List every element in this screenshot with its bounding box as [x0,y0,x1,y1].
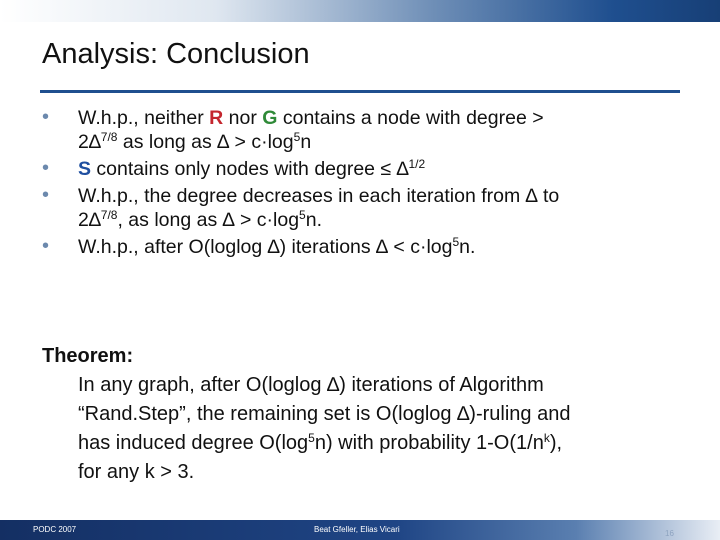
set-s-label: S [78,158,92,180]
theorem-text: n) with probability 1-O(1/n [314,432,544,454]
title-divider [40,90,680,93]
exponent: k [543,431,550,445]
bullet-item [42,106,692,154]
exponent: 1/2 [408,157,426,171]
theorem-line: In any graph, after O(loglog ∆) iterations of Algorithm [78,374,544,396]
bullet-dot-icon: • [42,235,50,257]
bullet-text: , as long as ∆ > c·log [117,209,300,231]
theorem-body [42,371,692,487]
bullet-list [42,106,692,262]
bullet-text: 2∆ [78,131,101,153]
footer-conference: PODC 2007 [33,525,77,534]
exponent: 5 [308,431,315,445]
exponent: 7/8 [100,208,118,222]
bullet-item [42,157,692,181]
bullet-text: nor [223,107,263,129]
bullet-text: n. [305,209,322,231]
theorem-text: ), [549,432,563,454]
bullet-text: W.h.p., after O(loglog ∆) iterations ∆ < c·log [78,236,453,258]
page-number: 16 [665,529,674,538]
theorem-line: for any k > 3. [78,461,195,483]
bullet-text: W.h.p., the degree decreases in each iteration from ∆ to [78,185,560,207]
bullet-text: contains only nodes with degree ≤ ∆ [91,158,409,180]
exponent: 5 [299,208,306,222]
footer-authors: Beat Gfeller, Elias Vicari [314,525,400,534]
bullet-dot-icon: • [42,157,50,179]
footer-bar [0,520,720,540]
bullet-text: n. [459,236,476,258]
bullet-item [42,184,692,232]
set-g-label: G [262,107,278,129]
theorem-line [78,429,692,458]
exponent: 7/8 [100,130,118,144]
exponent: 5 [452,235,460,249]
top-gradient-bar [0,0,720,22]
bullet-text: 2∆ [78,209,101,231]
bullet-dot-icon: • [42,106,50,128]
exponent: 5 [293,130,301,144]
theorem-text: has induced degree O(log [78,432,309,454]
theorem-line: “Rand.Step”, the remaining set is O(loglog ∆)-ruling and [78,403,571,425]
set-r-label: R [209,107,224,129]
slide-title: Analysis: Conclusion [42,38,310,70]
theorem-heading: Theorem: [42,345,134,367]
bullet-text: contains a node with degree > [277,107,544,129]
bullet-dot-icon: • [42,184,50,206]
bullet-item [42,235,692,259]
theorem-block [42,342,692,487]
bullet-text: n [300,131,312,153]
bullet-text: W.h.p., neither [78,107,210,129]
bullet-text: as long as ∆ > c·log [117,131,294,153]
